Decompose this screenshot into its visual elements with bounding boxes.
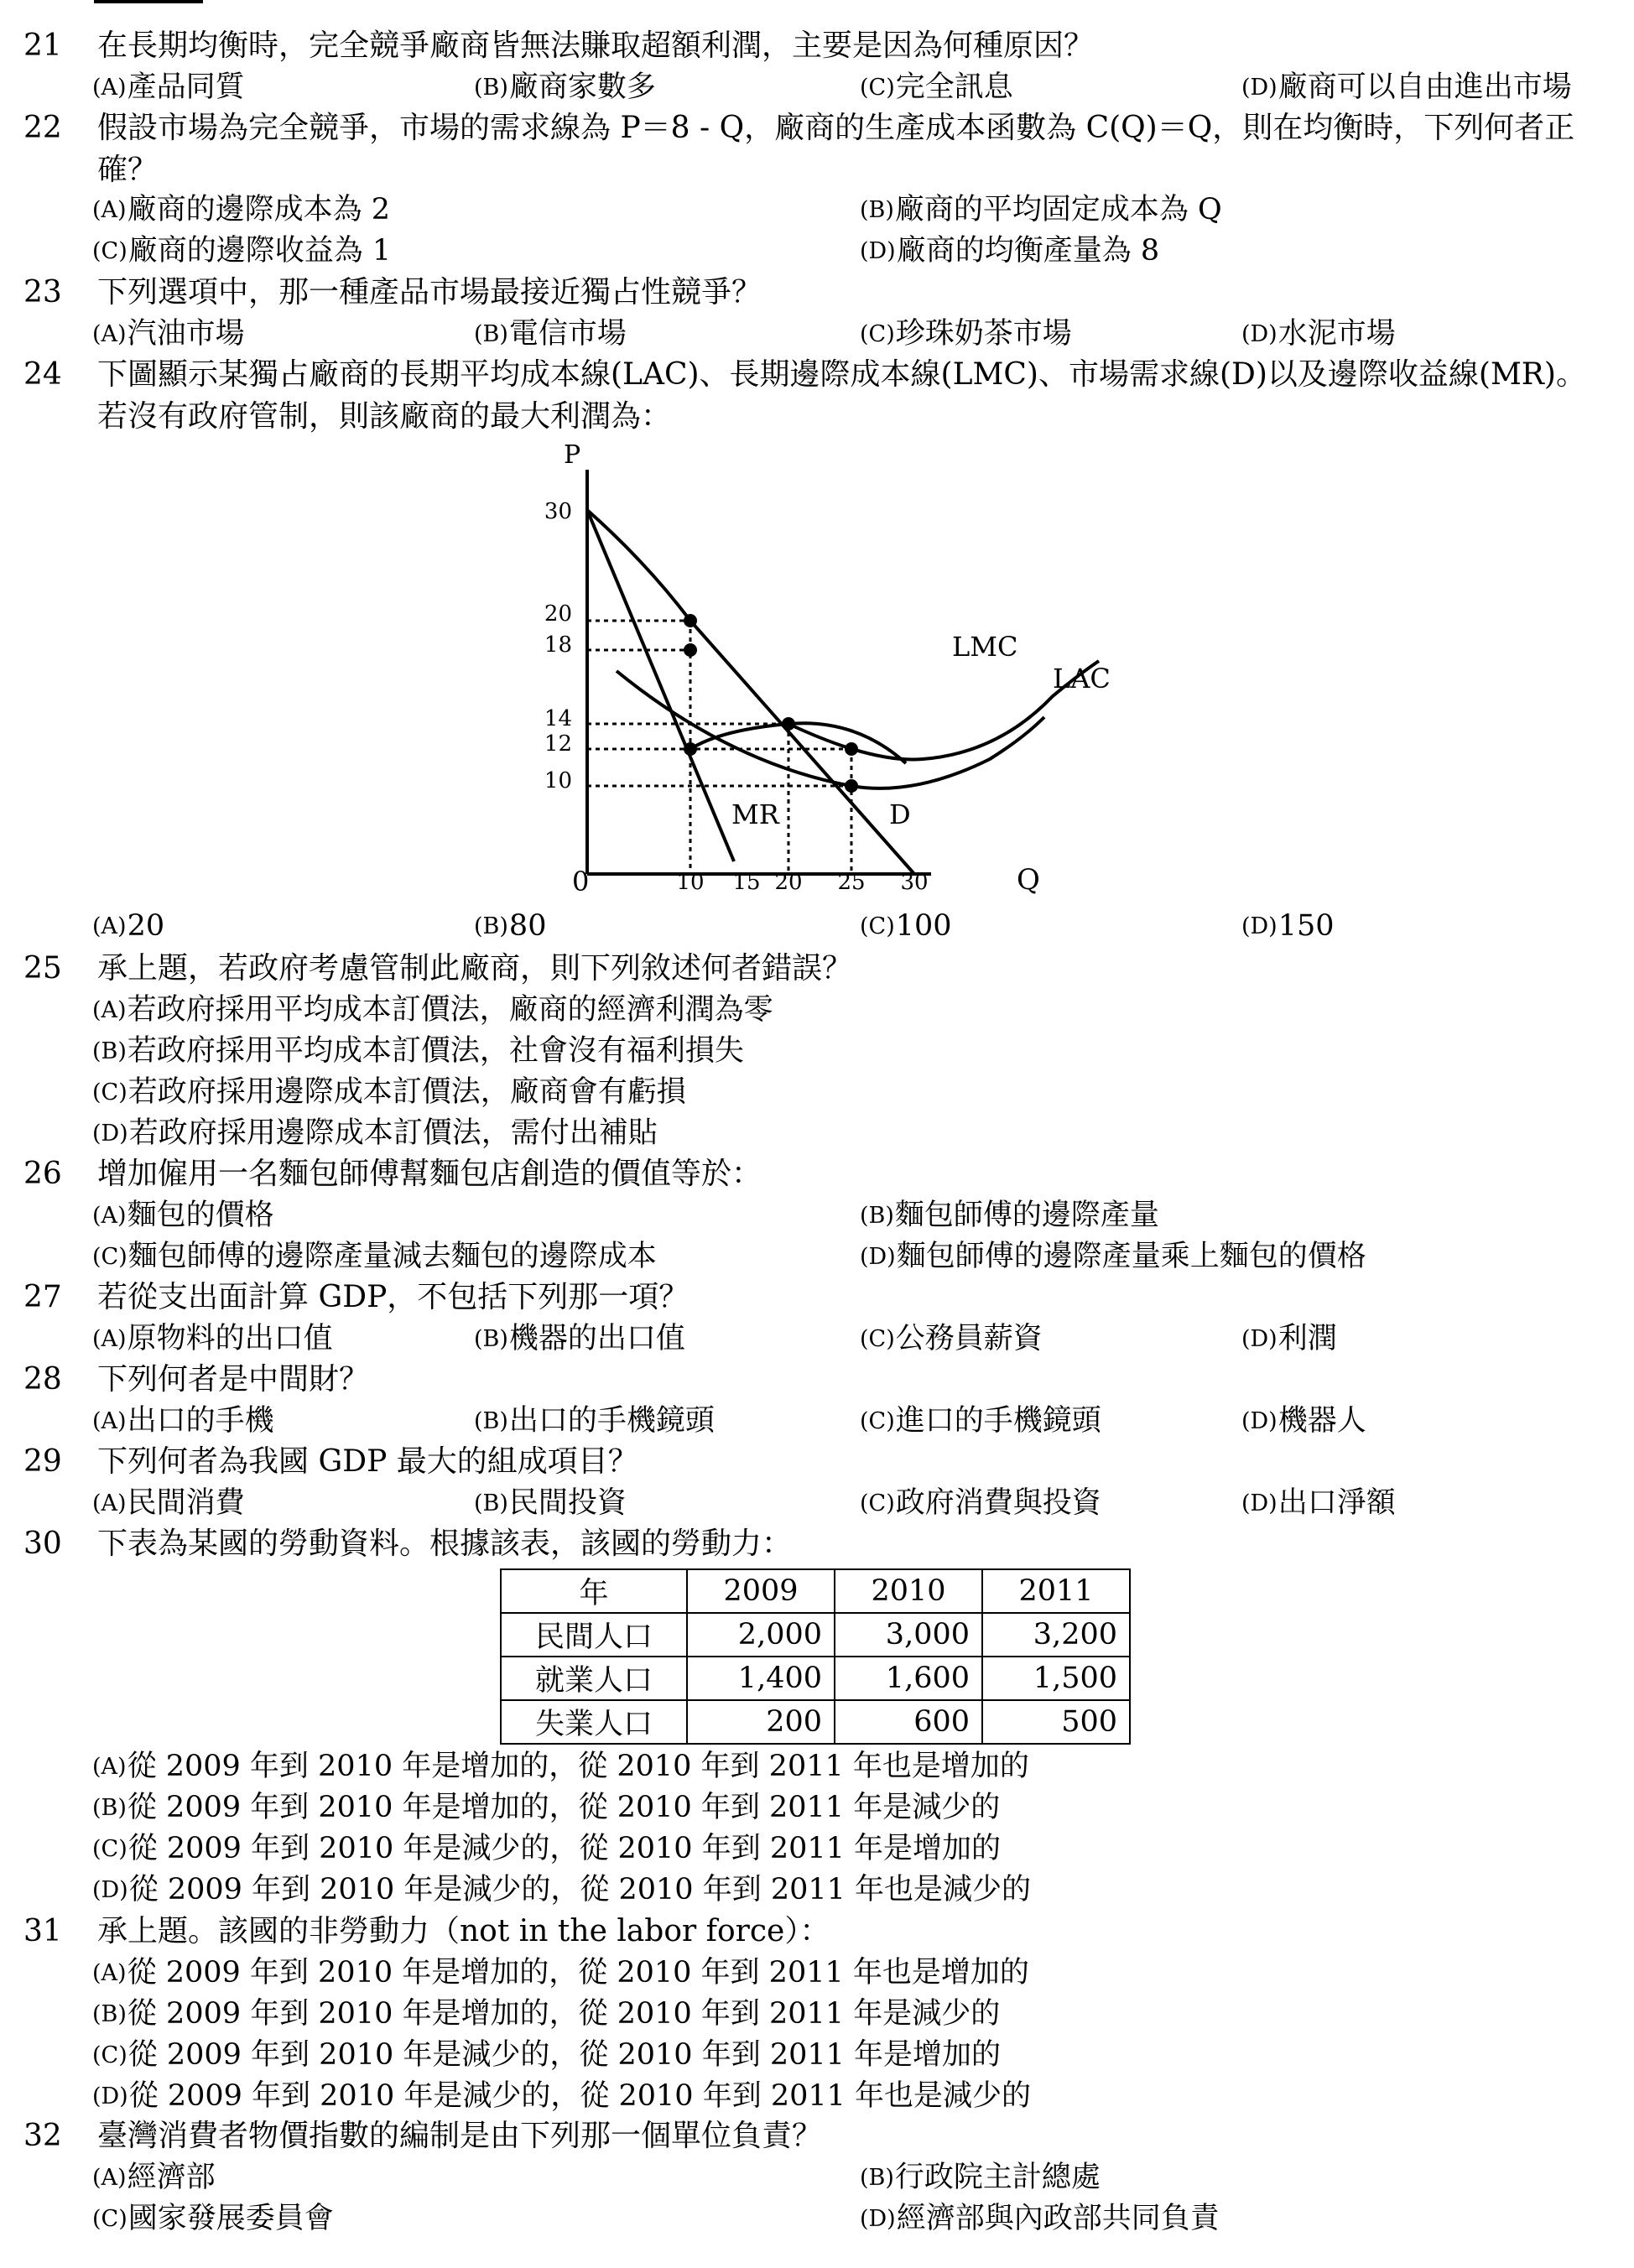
option-c: (C)廠商的邊際收益為 1 <box>92 234 392 268</box>
option-a: (A)產品同質 <box>92 70 245 104</box>
question-stem: 下圖顯示某獨占廠商的長期平均成本線(LAC)、長期邊際成本線(LMC)、市場需求線(D)以及邊際收益線(MR)。若沒有政府管制，則該廠商的最大利潤為： <box>97 357 1586 434</box>
option-a: (A)20 <box>92 909 165 943</box>
question-number: 26 <box>23 1157 62 1191</box>
option-c: (C)從 2009 年到 2010 年是減少的，從 2010 年到 2011 年是增加的 <box>92 1832 1002 1865</box>
question-stem: 若從支出面計算 GDP，不包括下列那一項？ <box>97 1280 690 1314</box>
lmc-label: LMC <box>952 631 1018 663</box>
y-tick-label: 12 <box>544 731 572 757</box>
point-q25-p10 <box>845 779 858 793</box>
mr-label: MR <box>731 798 779 830</box>
table-cell: 1,600 <box>835 1657 982 1700</box>
option-d: (D)出口淨額 <box>1241 1486 1396 1520</box>
mr-curve <box>587 510 734 861</box>
row-label: 就業人口 <box>501 1657 687 1700</box>
option-d: (D)經濟部與內政部共同負責 <box>860 2202 1220 2235</box>
option-d: (D)機器人 <box>1241 1404 1366 1438</box>
y-tick-label: 10 <box>544 768 572 793</box>
option-c: (C)政府消費與投資 <box>860 1486 1101 1520</box>
option-a: (A)若政府採用平均成本訂價法，廠商的經濟利潤為零 <box>92 993 773 1027</box>
option-b: (B)若政府採用平均成本訂價法，社會沒有福利損失 <box>92 1034 744 1068</box>
cost-curve-graph <box>520 445 1158 914</box>
option-d: (D)麵包師傅的邊際產量乘上麵包的價格 <box>860 1240 1366 1273</box>
table-header-cell: 2010 <box>835 1569 982 1613</box>
question-number: 32 <box>23 2119 62 2153</box>
y-tick-label: 20 <box>544 601 572 627</box>
option-a: (A)經濟部 <box>92 2161 216 2194</box>
option-c: (C)公務員薪資 <box>860 1322 1043 1355</box>
table-cell: 600 <box>835 1700 982 1744</box>
p-axis-label: P <box>564 445 581 470</box>
y-tick-label: 14 <box>544 706 572 731</box>
option-a: (A)民間消費 <box>92 1486 245 1520</box>
question-number: 23 <box>23 275 62 310</box>
question-number: 21 <box>23 29 62 63</box>
table-row <box>501 1657 1130 1700</box>
x-tick-label: 15 <box>732 870 761 895</box>
option-a: (A)出口的手機 <box>92 1404 274 1438</box>
question-stem: 承上題。該國的非勞動力（not in the labor force）： <box>97 1914 830 1948</box>
labor-data-table <box>500 1568 1131 1745</box>
question-stem: 承上題，若政府考慮管制此廠商，則下列敘述何者錯誤？ <box>97 951 853 986</box>
table-row <box>501 1700 1130 1744</box>
d-label: D <box>889 798 911 830</box>
option-c: (C)100 <box>860 909 952 943</box>
option-a: (A)從 2009 年到 2010 年是增加的，從 2010 年到 2011 年也是增加的 <box>92 1956 1029 1990</box>
table-cell: 1,500 <box>982 1657 1130 1700</box>
option-c: (C)珍珠奶茶市場 <box>860 317 1072 351</box>
question-number: 24 <box>23 357 62 392</box>
table-cell: 2,000 <box>687 1613 835 1657</box>
table-header-cell: 2009 <box>687 1569 835 1613</box>
y-tick-label: 18 <box>544 632 572 658</box>
point-q10-p12 <box>684 742 697 756</box>
question-stem: 下表為某國的勞動資料。根據該表，該國的勞動力： <box>97 1527 793 1561</box>
top-rule <box>94 0 203 3</box>
question-stem: 下列何者是中間財？ <box>97 1362 370 1397</box>
option-b: (B)從 2009 年到 2010 年是增加的，從 2010 年到 2011 年是減少的 <box>92 1997 1001 2031</box>
x-tick-label: 30 <box>900 870 929 895</box>
origin-label: 0 <box>572 866 590 897</box>
y-tick-label: 30 <box>544 499 572 524</box>
option-b: (B)民間投資 <box>474 1486 627 1520</box>
question-stem: 增加僱用一名麵包師傅幫麵包店創造的價值等於： <box>97 1157 762 1191</box>
table-cell: 3,200 <box>982 1613 1130 1657</box>
option-a: (A)原物料的出口值 <box>92 1322 333 1355</box>
option-b: (B)機器的出口值 <box>474 1322 685 1355</box>
table-cell: 3,000 <box>835 1613 982 1657</box>
table-cell: 1,400 <box>687 1657 835 1700</box>
option-b: (B)電信市場 <box>474 317 627 351</box>
table-header-cell: 2011 <box>982 1569 1130 1613</box>
option-c: (C)麵包師傅的邊際產量減去麵包的邊際成本 <box>92 1240 657 1273</box>
option-c: (C)從 2009 年到 2010 年是減少的，從 2010 年到 2011 年是增加的 <box>92 2038 1002 2072</box>
point-q20-p14 <box>782 717 795 731</box>
option-a: (A)從 2009 年到 2010 年是增加的，從 2010 年到 2011 年也是增加的 <box>92 1750 1029 1783</box>
question-number: 30 <box>23 1527 62 1561</box>
question-stem: 假設市場為完全競爭，市場的需求線為 P＝8 - Q，廠商的生產成本函數為 C(Q)＝Q，則在均衡時，下列何者正確？ <box>97 111 1575 187</box>
option-a: (A)麵包的價格 <box>92 1199 274 1232</box>
option-c: (C)若政府採用邊際成本訂價法，廠商會有虧損 <box>92 1075 686 1109</box>
x-tick-label: 25 <box>837 870 866 895</box>
option-c: (C)國家發展委員會 <box>92 2202 334 2235</box>
row-label: 失業人口 <box>501 1700 687 1744</box>
option-b: (B)出口的手機鏡頭 <box>474 1404 715 1438</box>
question-stem: 臺灣消費者物價指數的編制是由下列那一個單位負責？ <box>97 2119 823 2153</box>
option-d: (D)廠商的均衡產量為 8 <box>860 234 1160 268</box>
question-number: 27 <box>23 1280 62 1314</box>
option-b: (B)80 <box>474 909 547 943</box>
question-stem: 在長期均衡時，完全競爭廠商皆無法賺取超額利潤，主要是因為何種原因？ <box>97 29 1095 63</box>
q-axis-label: Q <box>1017 863 1040 897</box>
option-b: (B)廠商家數多 <box>474 70 656 104</box>
option-b: (B)行政院主計總處 <box>860 2161 1101 2194</box>
question-number: 25 <box>23 951 62 986</box>
option-c: (C)進口的手機鏡頭 <box>860 1404 1101 1438</box>
option-d: (D)利潤 <box>1241 1322 1337 1355</box>
question-number: 22 <box>23 111 62 145</box>
point-q25-p12 <box>845 742 858 756</box>
option-d: (D)從 2009 年到 2010 年是減少的，從 2010 年到 2011 年也是減少的 <box>92 1873 1032 1906</box>
guide-lines <box>587 621 851 874</box>
table-cell: 200 <box>687 1700 835 1744</box>
question-number: 29 <box>23 1444 62 1479</box>
option-d: (D)廠商可以自由進出市場 <box>1241 70 1572 104</box>
option-b: (B)麵包師傅的邊際產量 <box>860 1199 1159 1232</box>
question-stem: 下列選項中，那一種產品市場最接近獨占性競爭？ <box>97 275 762 310</box>
table-row <box>501 1613 1130 1657</box>
table-header-cell: 年 <box>501 1569 687 1613</box>
option-d: (D)水泥市場 <box>1241 317 1396 351</box>
row-label: 民間人口 <box>501 1613 687 1657</box>
x-tick-label: 10 <box>676 870 705 895</box>
lac-label: LAC <box>1053 663 1111 694</box>
question-number: 31 <box>23 1914 62 1948</box>
option-a: (A)廠商的邊際成本為 2 <box>92 193 390 226</box>
question-number: 28 <box>23 1362 62 1397</box>
option-a: (A)汽油市場 <box>92 317 245 351</box>
option-d: (D)從 2009 年到 2010 年是減少的，從 2010 年到 2011 年也是減少的 <box>92 2079 1032 2113</box>
table-cell: 500 <box>982 1700 1130 1744</box>
option-b: (B)廠商的平均固定成本為 Q <box>860 193 1222 226</box>
point-q10-p20 <box>684 614 697 627</box>
option-d: (D)若政府採用邊際成本訂價法，需付出補貼 <box>92 1116 658 1150</box>
option-b: (B)從 2009 年到 2010 年是增加的，從 2010 年到 2011 年是減少的 <box>92 1791 1001 1824</box>
option-c: (C)完全訊息 <box>860 70 1013 104</box>
point-q10-p18 <box>684 643 697 657</box>
option-d: (D)150 <box>1241 909 1335 943</box>
question-stem: 下列何者為我國 GDP 最大的組成項目？ <box>97 1444 638 1479</box>
table-header-row <box>501 1569 1130 1613</box>
x-tick-label: 20 <box>774 870 803 895</box>
